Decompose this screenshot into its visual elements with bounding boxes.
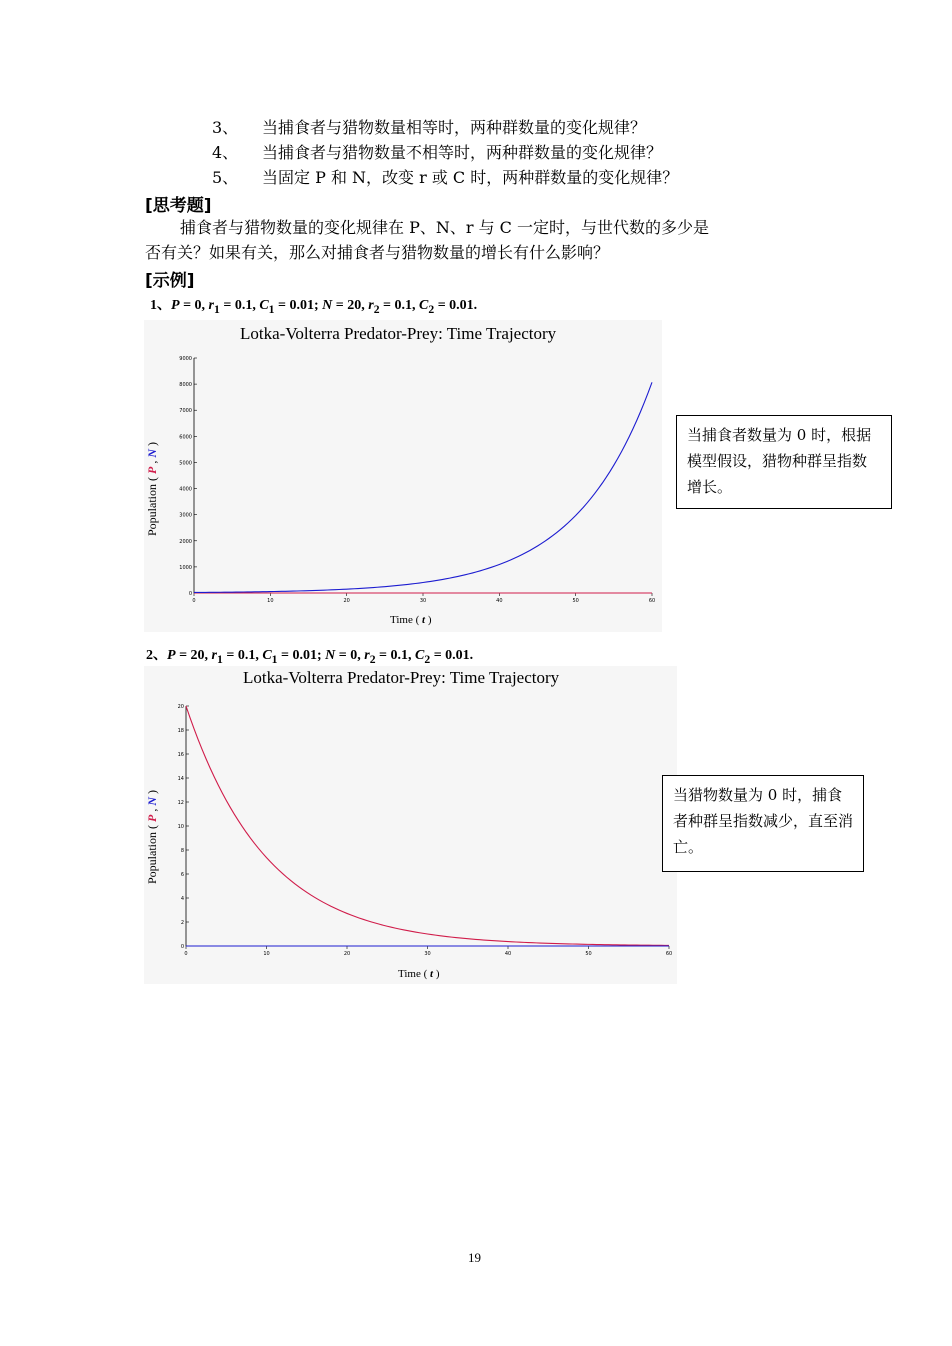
y-tick-label: 18 xyxy=(177,728,184,734)
y-tick-label: 12 xyxy=(177,800,184,806)
param-C2: 0.01 xyxy=(445,648,470,663)
x-tick-label: 20 xyxy=(343,598,350,604)
chart-title: Lotka-Volterra Predator-Prey: Time Trajectory xyxy=(243,668,560,687)
x-axis-label: Time ( t ) xyxy=(390,614,432,626)
x-tick-label: 0 xyxy=(184,951,188,957)
question-5 xyxy=(212,166,772,190)
series-P-line xyxy=(186,706,669,945)
x-tick-label: 30 xyxy=(424,951,431,957)
x-axis-label: Time ( t ) xyxy=(398,968,440,980)
y-axis-label: Population ( P , N ) xyxy=(145,789,159,884)
param-P: 20 xyxy=(190,648,205,663)
y-tick-label: 4 xyxy=(180,896,184,902)
y-tick-label: 10 xyxy=(177,824,184,830)
examples-heading: [示例] xyxy=(145,271,195,291)
x-tick-label: 40 xyxy=(496,598,503,604)
thinking-line-1: 捕食者与猎物数量的变化规律在 P、N、r 与 C 一定时，与世代数的多少是 xyxy=(180,218,710,237)
x-tick-label: 10 xyxy=(267,598,274,604)
question-number: 4、 xyxy=(212,143,239,162)
param-C1: 0.01 xyxy=(292,648,317,663)
x-tick-label: 50 xyxy=(572,598,579,604)
y-tick-label: 2000 xyxy=(179,538,192,545)
param-r2: 0.1 xyxy=(390,648,409,663)
question-number: 3、 xyxy=(212,118,239,137)
chart-2-plot xyxy=(144,666,677,984)
y-tick-label: 9000 xyxy=(179,356,192,362)
series-N-line xyxy=(194,382,652,592)
y-tick-label: 14 xyxy=(177,776,184,782)
param-r1: 0.1 xyxy=(234,298,253,313)
chart-title: Lotka-Volterra Predator-Prey: Time Trajectory xyxy=(240,324,557,343)
y-axis-label: Population ( P , N ) xyxy=(145,441,159,536)
y-tick-label: 1000 xyxy=(179,564,192,571)
example-2-params: 2、P = 20, $r_1 = 0.1$, $C_1 = 0.01$; N = 0, $r_2 = 0.1$, $C_2 = 0.01$. xyxy=(146,648,474,666)
x-tick-label: 10 xyxy=(263,951,270,957)
y-tick-label: 16 xyxy=(177,752,184,758)
y-tick-label: 4000 xyxy=(179,486,192,493)
thinking-line-2: 否有关？如果有关，那么对捕食者与猎物数量的增长有什么影响？ xyxy=(145,243,610,262)
x-tick-label: 60 xyxy=(648,598,656,604)
y-tick-label: 5000 xyxy=(179,460,192,467)
y-tick-label: 6000 xyxy=(179,434,192,441)
y-tick-label: 7000 xyxy=(179,408,192,415)
x-tick-label: 50 xyxy=(585,951,592,957)
thinking-heading: [思考题] xyxy=(145,196,212,216)
example-prefix: 1、 xyxy=(150,298,171,313)
y-tick-label: 0 xyxy=(180,944,184,950)
question-3 xyxy=(212,116,772,140)
y-tick-label: 6 xyxy=(180,872,184,878)
note-box-2: 当猎物数量为 0 时，捕食者种群呈指数减少，直至消亡。 xyxy=(662,775,864,872)
chart-2 xyxy=(144,666,677,984)
y-tick-label: 8 xyxy=(180,848,184,854)
page-number: 19 xyxy=(468,1250,481,1265)
chart-1-plot xyxy=(144,320,662,632)
x-tick-label: 0 xyxy=(192,598,196,604)
param-r2: 0.1 xyxy=(394,298,413,313)
param-N: 0 xyxy=(350,648,358,663)
y-tick-label: 20 xyxy=(177,704,184,710)
note-box-1: 当捕食者数量为 0 时，根据模型假设，猎物种群呈指数增长。 xyxy=(676,415,892,509)
x-tick-label: 40 xyxy=(504,951,512,957)
param-C1: 0.01 xyxy=(289,298,314,313)
question-text: 当捕食者与猎物数量相等时，两种群数量的变化规律？ xyxy=(262,118,647,137)
y-tick-label: 2 xyxy=(180,920,184,926)
question-text: 当捕食者与猎物数量不相等时，两种群数量的变化规律？ xyxy=(262,143,663,162)
x-tick-label: 60 xyxy=(665,951,673,957)
param-C2: 0.01 xyxy=(449,298,474,313)
param-r1: 0.1 xyxy=(237,648,256,663)
x-tick-label: 20 xyxy=(343,951,351,957)
param-N: 20 xyxy=(347,298,362,313)
y-tick-label: 0 xyxy=(188,591,192,597)
example-prefix: 2、 xyxy=(146,648,167,663)
y-tick-label: 3000 xyxy=(179,512,192,519)
example-1-params: 1、P = 0, $r_1 = 0.1$, $C_1 = 0.01$; N = 20, $r_2 = 0.1$, $C_2 = 0.01$. xyxy=(150,298,478,316)
chart-1 xyxy=(144,320,662,632)
y-tick-label: 8000 xyxy=(179,382,192,389)
question-4 xyxy=(212,141,772,165)
question-number: 5、 xyxy=(212,168,239,187)
x-tick-label: 30 xyxy=(419,598,427,604)
param-P: 0 xyxy=(194,298,202,313)
question-text: 当固定 P 和 N，改变 r 或 C 时，两种群数量的变化规律？ xyxy=(262,168,679,187)
